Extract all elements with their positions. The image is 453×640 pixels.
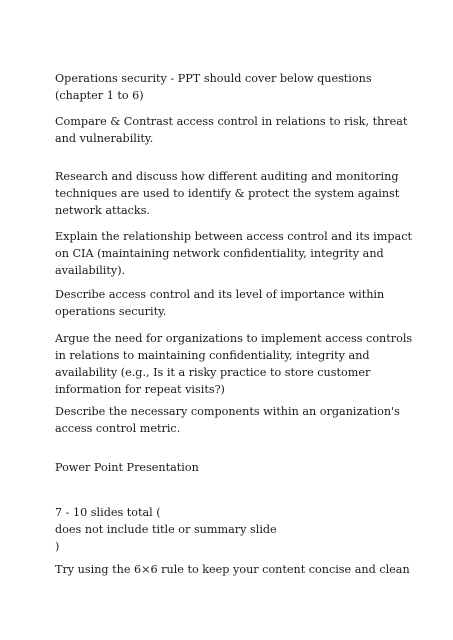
text-line: Describe access control and its level of importance within bbox=[55, 288, 385, 301]
text-line: Argue the need for organizations to implement access controls bbox=[55, 332, 413, 345]
text-line: ) bbox=[55, 540, 60, 553]
text-line: Try using the 6×6 rule to keep your content concise and clean bbox=[55, 563, 410, 576]
text-line: Explain the relationship between access control and its impact bbox=[55, 230, 412, 243]
paragraph-describe-access bbox=[55, 286, 395, 320]
text-line: on CIA (maintaining network confidentiality, integrity and bbox=[55, 247, 384, 260]
paragraph-components bbox=[55, 403, 400, 437]
paragraph-argue bbox=[55, 330, 413, 398]
text-line: Power Point Presentation bbox=[55, 461, 199, 474]
paragraph-explain bbox=[55, 228, 412, 279]
text-line: does not include title or summary slide bbox=[55, 523, 277, 536]
text-line: access control metric. bbox=[55, 422, 181, 435]
text-line: (chapter 1 to 6) bbox=[55, 89, 144, 102]
paragraph-research bbox=[55, 168, 400, 219]
text-line: techniques are used to identify & protect the system against bbox=[55, 187, 400, 200]
text-line: operations security. bbox=[55, 305, 167, 318]
text-line: Research and discuss how different auditing and monitoring bbox=[55, 170, 399, 183]
text-line: and vulnerability. bbox=[55, 132, 154, 145]
paragraph-slides bbox=[55, 504, 395, 555]
text-line: in relations to maintaining confidentiality, integrity and bbox=[55, 349, 370, 362]
paragraph-compare bbox=[55, 113, 408, 147]
text-line: network attacks. bbox=[55, 204, 150, 217]
paragraph-presentation-heading bbox=[55, 459, 395, 476]
text-line: 7 - 10 slides total ( bbox=[55, 506, 161, 519]
text-line: Compare & Contrast access control in relations to risk, threat bbox=[55, 115, 408, 128]
paragraph-rule bbox=[55, 561, 410, 578]
text-line: Operations security - PPT should cover below questions bbox=[55, 72, 372, 85]
text-line: Describe the necessary components within an organization's bbox=[55, 405, 400, 418]
paragraph-title bbox=[55, 70, 395, 104]
text-line: availability). bbox=[55, 264, 126, 277]
text-line: availability (e.g., Is it a risky practice to store customer bbox=[55, 366, 371, 379]
text-line: information for repeat visits?) bbox=[55, 383, 225, 396]
